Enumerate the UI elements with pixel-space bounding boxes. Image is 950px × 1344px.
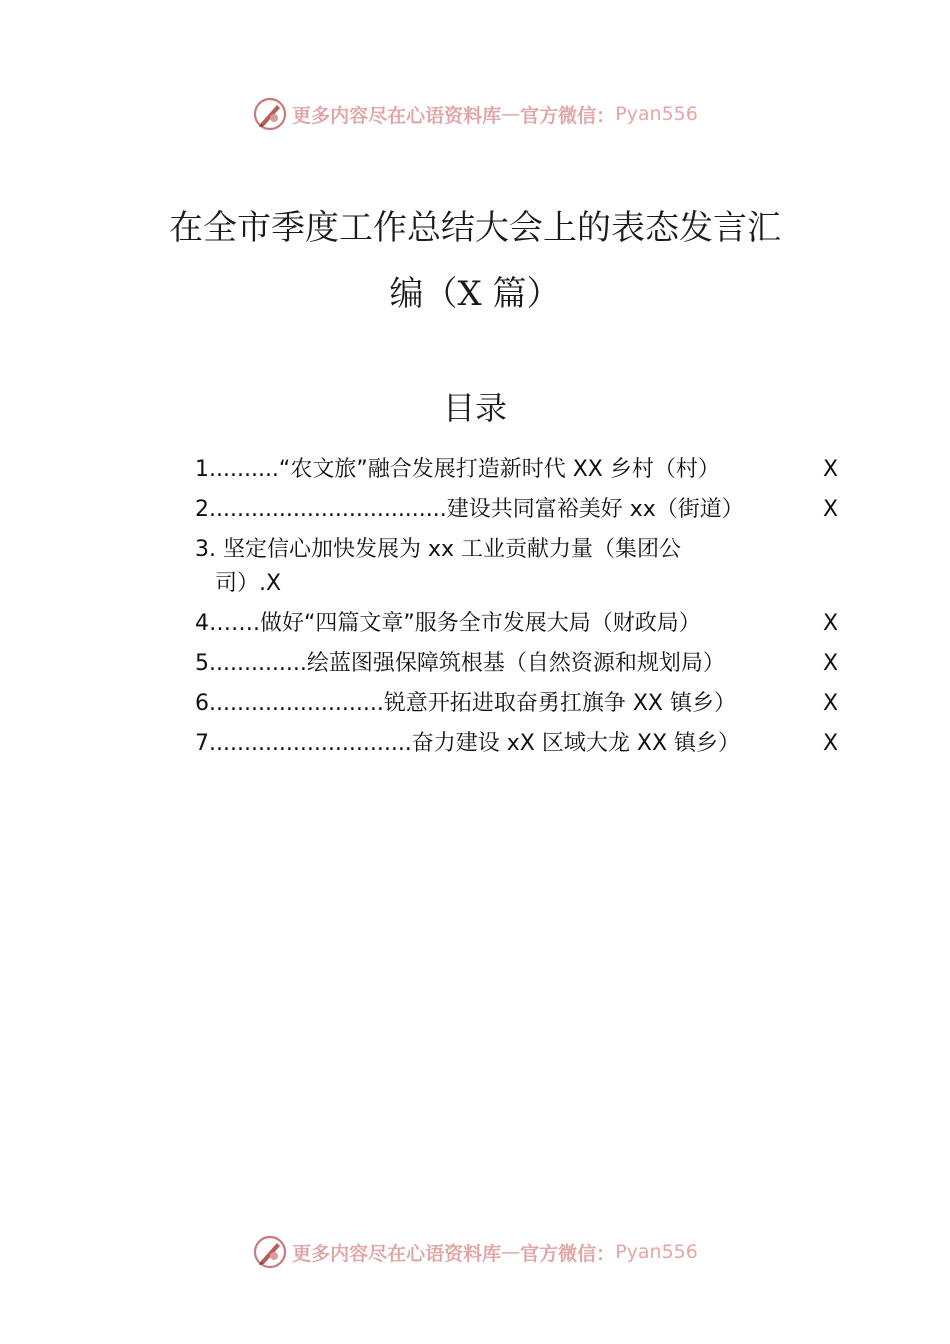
toc-page-number: X <box>823 651 839 676</box>
toc-item <box>195 644 845 684</box>
pen-logo-icon <box>252 1234 288 1270</box>
toc-page-number: X <box>823 611 839 636</box>
toc-page-number: X <box>823 691 839 716</box>
watermark-handle-label: 官方微信： <box>520 104 616 127</box>
watermark-footer <box>0 1232 950 1272</box>
toc-page-number: X <box>823 497 839 522</box>
toc-item <box>195 684 845 724</box>
table-of-contents <box>195 450 845 764</box>
toc-entry-text: 6.........................锐意开拓进取奋勇扛旗争 XX 镇乡） <box>195 691 736 716</box>
document-title-line2: 编（X 篇） <box>389 274 561 314</box>
toc-entry-text: 2..................................建设共同富裕美好 xx（街道） <box>195 497 744 522</box>
toc-page-number: X <box>823 457 839 482</box>
toc-item <box>195 604 845 644</box>
toc-item <box>195 450 845 490</box>
toc-entry-text: 3. 坚定信心加快发展为 xx 工业贡献力量（集团公 <box>195 537 682 562</box>
watermark-handle: Pyan556 <box>615 103 698 125</box>
toc-entry-text: 4…….做好“四篇文章”服务全市发展大局（财政局） <box>195 611 701 636</box>
watermark-separator: — <box>501 103 521 125</box>
toc-item <box>195 530 845 604</box>
toc-entry-text: 5..............绘蓝图强保障筑根基（自然资源和规划局） <box>195 651 725 676</box>
watermark-header <box>0 94 950 134</box>
toc-heading: 目录 <box>442 389 507 427</box>
watermark-handle-label: 官方微信： <box>520 1242 616 1265</box>
watermark-text: 更多内容尽在心语资料库 <box>292 104 502 127</box>
toc-entry-text-continued: 司）.X <box>215 571 282 596</box>
watermark-text: 更多内容尽在心语资料库 <box>292 1242 502 1265</box>
toc-item <box>195 724 845 764</box>
toc-entry-text: 7.............................奋力建设 xX 区域大龙 XX 镇乡） <box>195 731 741 756</box>
watermark-handle: Pyan556 <box>615 1241 698 1263</box>
toc-page-number: X <box>823 731 839 756</box>
toc-item <box>195 490 845 530</box>
toc-entry-text: 1..........“农文旅”融合发展打造新时代 XX 乡村（村） <box>195 457 720 482</box>
document-title-line1: 在全市季度工作总结大会上的表态发言汇 <box>169 208 781 248</box>
pen-logo-icon <box>252 96 288 132</box>
watermark-separator: — <box>501 1241 521 1263</box>
